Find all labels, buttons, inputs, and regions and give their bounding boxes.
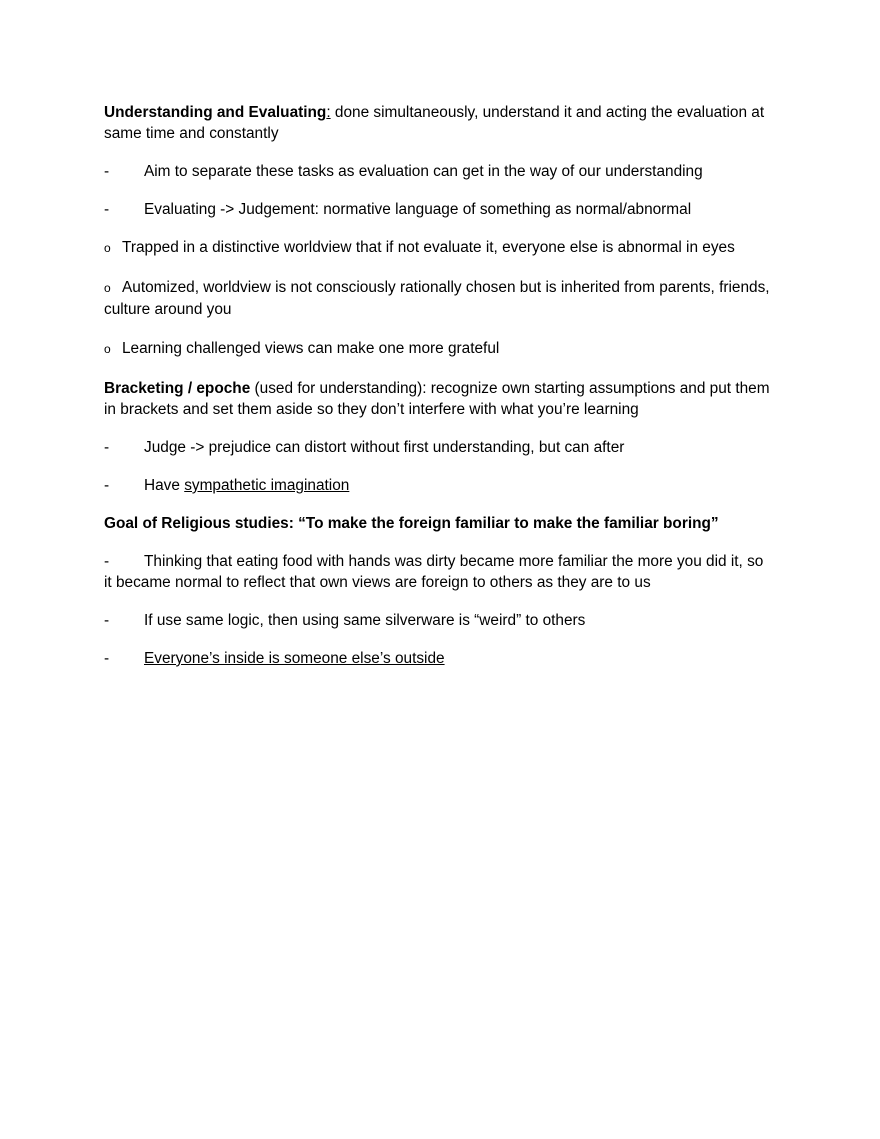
understanding-text: done simultaneously, understand it and acting the evaluation at same time and constantly bbox=[104, 104, 765, 142]
heading-colon: : bbox=[326, 104, 331, 121]
list-item bbox=[104, 437, 772, 458]
dash-bullet: - bbox=[104, 201, 110, 218]
understanding-heading: Understanding and Evaluating bbox=[104, 104, 327, 121]
sub-list-item-text: Automized, worldview is not consciously rationally chosen but is inherited from parents, friends, culture around you bbox=[104, 279, 770, 318]
list-item-text: Thinking that eating food with hands was dirty became more familiar the more you did it, so it became normal to reflect that own views are foreign to others as they are to us bbox=[104, 553, 764, 591]
document-page bbox=[104, 102, 772, 686]
dash-bullet: - bbox=[104, 612, 110, 629]
dash-bullet: - bbox=[104, 163, 110, 180]
understanding-paragraph bbox=[104, 102, 772, 144]
list-item-text: Have bbox=[144, 477, 185, 494]
list-item bbox=[104, 161, 772, 182]
dash-bullet: - bbox=[104, 439, 110, 456]
list-item-text: If use same logic, then using same silverware is “weird” to others bbox=[144, 612, 586, 629]
list-item-text: Judge -> prejudice can distort without first understanding, but can after bbox=[144, 439, 625, 456]
list-item-text: Evaluating -> Judgement: normative language of something as normal/abnormal bbox=[144, 201, 692, 218]
sub-list-item bbox=[104, 237, 772, 259]
sub-list-item bbox=[104, 277, 772, 320]
circle-bullet: o bbox=[104, 241, 111, 255]
sympathetic-imagination-text: sympathetic imagination bbox=[184, 477, 350, 494]
list-item-text: Aim to separate these tasks as evaluation can get in the way of our understanding bbox=[144, 163, 703, 180]
dash-bullet: - bbox=[104, 650, 110, 667]
circle-bullet: o bbox=[104, 342, 111, 356]
bracketing-text: (used for understanding): recognize own starting assumptions and put them in brackets and set them aside so they don’t interfere with what you’re learning bbox=[104, 380, 770, 418]
list-item bbox=[104, 610, 772, 631]
dash-bullet: - bbox=[104, 477, 110, 494]
bracketing-paragraph bbox=[104, 378, 772, 420]
list-item bbox=[104, 551, 772, 593]
sub-list-item-text: Trapped in a distinctive worldview that if not evaluate it, everyone else is abnormal in eyes bbox=[122, 239, 735, 256]
bracketing-heading: Bracketing / epoche bbox=[104, 380, 251, 397]
list-item-text: Everyone’s inside is someone else’s outside bbox=[144, 650, 445, 667]
list-item bbox=[104, 199, 772, 220]
circle-bullet: o bbox=[104, 281, 111, 295]
goal-heading: Goal of Religious studies: “To make the foreign familiar to make the familiar boring” bbox=[104, 515, 719, 532]
list-item bbox=[104, 475, 772, 496]
sub-list-item-text: Learning challenged views can make one more grateful bbox=[122, 340, 500, 357]
dash-bullet: - bbox=[104, 553, 110, 570]
list-item bbox=[104, 648, 772, 669]
sub-list-item bbox=[104, 338, 772, 360]
